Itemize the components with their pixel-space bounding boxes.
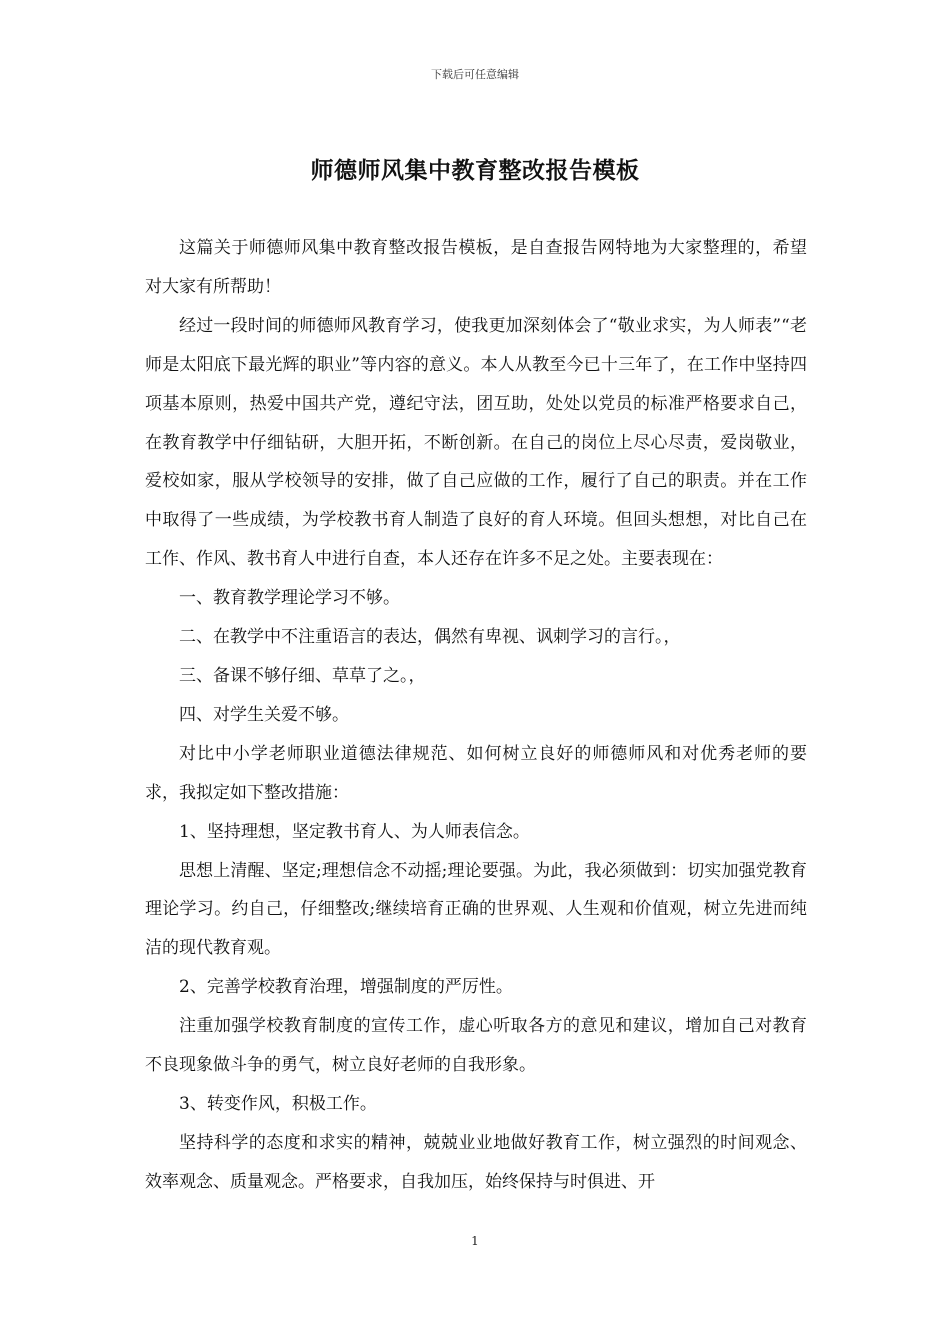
- section-heading: 3、转变作风，积极工作。: [179, 1093, 377, 1114]
- header-note: 下载后可任意编辑: [431, 68, 519, 81]
- list-item: 一、教育教学理论学习不够。: [179, 588, 400, 609]
- paragraph: 对比中小学老师职业道德法律规范、如何树立良好的师德师风和对优秀老师的要求，我拟定如下整改措施：: [145, 743, 807, 803]
- list-item: 二、在教学中不注重语言的表达，偶然有卑视、讽刺学习的言行。，: [179, 627, 681, 648]
- paragraph: 这篇关于师德师风集中教育整改报告模板，是自查报告网特地为大家整理的，希望对大家有所帮助！: [145, 238, 807, 297]
- list-item: 四、对学生关爱不够。: [179, 704, 349, 725]
- paragraph: 经过一段时间的师德师风教育学习，使我更加深刻体会了“敬业求实，为人师表”“老师是太阳底下最光辉的职业”等内容的意义。本人从教至今已十三年了，在工作中坚持四项基本原则，热爱中国共产党，遵纪守法，团互助，处处以党员的标准严格要求自己，在教育教学中仔细钻研，大胆开拓，不断创新。在自己的岗位上尽心尽责，爱岗敬业，爱校如家，服从学校领导的安排，做了自己应做的工作，履行了自己的职责。并在工作中取得了一些成绩，为学校教书育人制造了良好的育人环境。但回头想想，对比自己在工作、作风、教书育人中进行自查，本人还存在许多不足之处。主要表现在：: [145, 315, 807, 570]
- section-heading: 2、完善学校教育治理，增强制度的严厉性。: [179, 977, 513, 998]
- paragraph: 注重加强学校教育制度的宣传工作，虚心听取各方的意见和建议，增加自己对教育不良现象做斗争的勇气，树立良好老师的自我形象。: [145, 1016, 807, 1076]
- list-item: 三、备课不够仔细、草草了之。，: [179, 665, 426, 686]
- document-title: 师德师风集中教育整改报告模板: [310, 158, 640, 184]
- paragraph: 坚持科学的态度和求实的精神，兢兢业业地做好教育工作，树立强烈的时间观念、效率观念、质量观念。严格要求，自我加压，始终保持与时俱进、开: [145, 1132, 807, 1192]
- page-number: 1: [471, 1234, 479, 1248]
- document-body: [145, 229, 807, 1202]
- paragraph: 思想上清醒、坚定;理想信念不动摇;理论要强。为此，我必须做到：切实加强党教育理论学习。约自己，仔细整改;继续培育正确的世界观、人生观和价值观，树立先进而纯洁的现代教育观。: [145, 860, 807, 959]
- section-heading: 1、坚持理想，坚定教书育人、为人师表信念。: [179, 821, 530, 842]
